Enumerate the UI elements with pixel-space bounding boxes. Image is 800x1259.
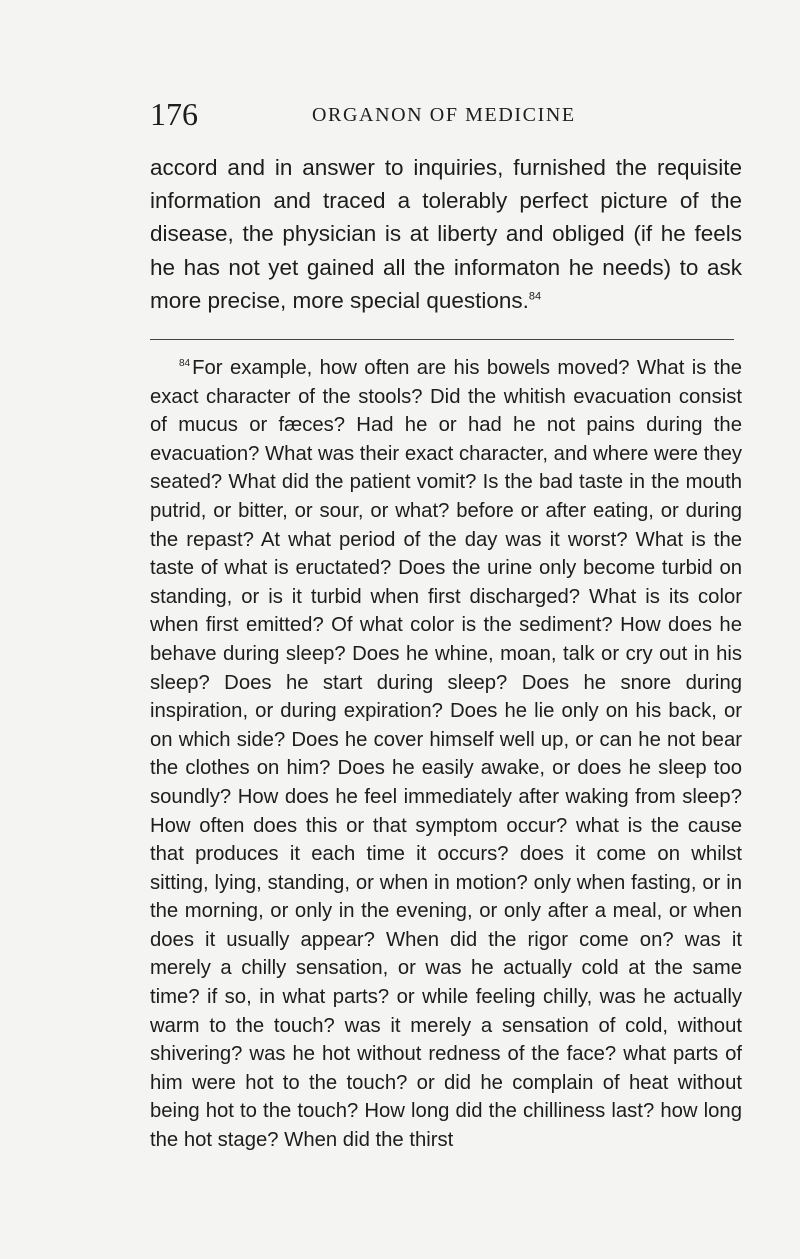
footnote-text: For example, how often are his bowels moved? What is the exact character of the stools? Did the whitish evacuation consist of mucus or fæces? Had he or had he not pains during the evacuation? What was their exact character, and where were they seated? What did the patient vomit? Is the bad taste in the mouth putrid, or bitter, or sour, or what? before or after eating, or during the repast? At what period of the day was it worst? What is the taste of what is eructated? Does the urine only become turbid on standing, or is it turbid when first discharged? What is its color when first emitted? Of what color is the sediment? How does he behave during sleep? Does he whine, moan, talk or cry out in his sleep? Does he start during sleep? Does he snore during inspiration, or during expiration? Does he lie only on his back, or on which side? Does he cover himself well up, or can he not bear the clothes on him? Does he easily awake, or does he sleep too soundly? How does he feel immediately after waking from sleep? How often does this or that symptom occur? what is the cause that produces it each time it occurs? does it come on whilst sitting, lying, standing, or when in motion? only when fasting, or in the morning, or only in the evening, or only after a meal, or when does it usually appear? When did the rigor come on? was it merely a chilly sensation, or was he actually cold at the same time? if so, in what parts? or while feeling chilly, was he actually warm to the touch? was it merely a sensation of cold, without shivering? was he hot without redness of the face? what parts of him were hot to the touch? or did he complain of heat without being hot to the touch? How long did the chilliness last? how long the hot stage? When did the thirst xyxy=(150,357,742,1152)
main-paragraph xyxy=(150,151,742,317)
page-number: 176 xyxy=(150,96,198,132)
main-paragraph-text: accord and in answer to inquiries, furnished the requisite information and traced a tolerably perfect picture of the disease, the physician is at liberty and obliged (if he feels he has not yet gained all the informaton he needs) to ask more precise, more special questions. xyxy=(150,155,742,313)
footnote-marker: 84 xyxy=(179,358,191,370)
footnote xyxy=(150,354,742,1155)
footnote-divider xyxy=(150,339,734,340)
footnote-reference: 84 xyxy=(528,290,542,303)
running-head xyxy=(150,96,742,132)
running-title: ORGANON OF MEDICINE xyxy=(312,104,576,126)
